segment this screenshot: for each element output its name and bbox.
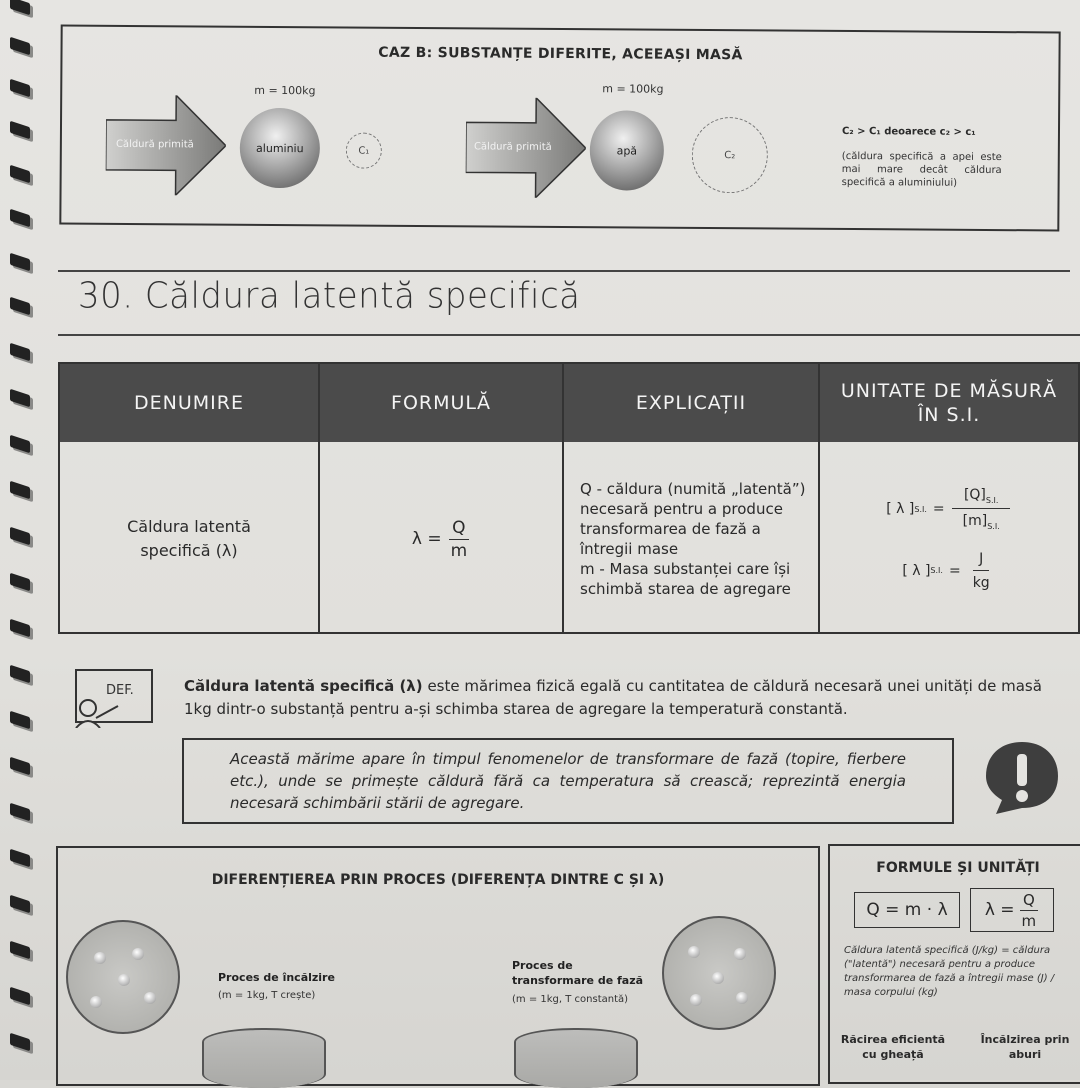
formula-box-1 [854,892,960,928]
unit1-sub: S.I. [914,504,927,514]
spiral-binding [0,0,40,1080]
header-name: DENUMIRE [60,364,318,442]
relation-explanation: (căldura specifică a apei este mai mare decât căldura specifică a aluminiului) [841,150,1002,189]
sphere-water [590,110,665,191]
explanation-line: Q - căldura (numită „latentă”) [580,480,806,498]
explanation-line: m - Masa substanței care își [580,560,791,578]
def-badge-text: DEF. [106,683,134,698]
unit1-fraction [951,487,1012,531]
note-text: Această mărime apare în timpul fenomenelor de transformare de fază (topire, fierbere etc.), unde se primește căldură fără ca temperatura să crească; reprezintă energia necesară schimbării stării de agregare. [230,750,906,812]
process-panel [56,846,820,1086]
explanation-line: transformarea de fază a [580,520,761,538]
name-line-2: specifică (λ) [140,541,238,560]
unit2-denominator: kg [972,574,990,591]
explanation-line: schimbă starea de agregare [580,580,791,598]
header-unit: UNITATE DE MĂSURĂ ÎN S.I. [820,364,1078,442]
unit1-den-text: [m] [962,513,988,529]
formula-2-lhs: λ = [984,900,1015,920]
unit1-denominator [951,509,1012,531]
heat-c1-label: C₁ [358,145,370,157]
definition-text [184,675,1044,721]
process-title: DIFERENȚIEREA PRIN PROCES (DIFERENȚA DINTRE C ȘI λ) [211,872,665,888]
phase-title-line-2: transformare de fază [512,974,644,987]
formula-box-2 [970,888,1054,932]
definition-body: este mărimea fizică egală cu cantitatea de căldură necesară unei unități de masă 1kg dintr-o substanță pentru a-și schimba starea de agregare la temperatură constantă. [184,677,1042,718]
beaker-left [202,1028,326,1088]
formula-1-text: Q = m · λ [866,900,948,920]
unit2-lhs: [ λ ] [902,562,931,579]
beaker-right [514,1028,638,1088]
definition-teacher-icon [72,668,156,728]
formula-fraction [448,518,471,561]
unit1-numerator [952,487,1010,509]
heading-bottom-rule [58,334,1080,336]
cell-unit [820,444,1078,634]
cell-name [60,444,318,634]
explanation-line: întregii mase [580,540,679,558]
unit1-num-text: [Q] [963,487,986,504]
formulas-title: FORMULE ȘI UNITĂȚI [876,860,1040,876]
exclamation-bubble-icon [982,738,1062,818]
unit2-sub: S.I. [930,566,943,576]
unit-formula-1 [886,487,1011,531]
unit1-num-sub: S.I. [985,496,999,505]
substance-label-aluminum: aluminiu [256,141,304,155]
formula-2-fraction [1019,891,1040,930]
phase-title-line-1: Proces de [512,959,573,972]
unit1-den-sub: S.I. [987,521,1000,531]
header-explanation: EXPLICAȚII [564,364,818,442]
heating-subtitle: (m = 1kg, T crește) [218,990,316,1001]
formula-lhs: λ = [411,529,442,549]
latent-heat-table [58,362,1080,634]
formula-denominator: m [450,540,468,561]
substance-label-water: apă [616,143,638,158]
formula-bottom-left: Răcirea eficientă cu gheață [840,1033,946,1061]
cell-formula [320,444,562,634]
heating-title: Proces de încălzire [218,971,335,984]
formulas-panel [828,844,1080,1084]
name-line-1: Căldura latentă [127,517,251,536]
mass-label-right: m = 100kg [602,82,664,96]
mass-label-left: m = 100kg [254,83,316,98]
section-title: 30. Căldura latentă specifică [78,275,581,317]
arrow-label-left: Căldură primită [115,138,194,151]
cell-explanation [564,444,818,634]
formulas-note: Căldura latentă specifică (J/kg) = căldura ("latentă") necesară pentru a produce transformarea de fază a întregii mase (J) / masa corpului (kg) [844,945,1055,998]
heat-c1-circle [346,133,382,169]
heat-c2-circle [692,117,769,194]
phase-subtitle: (m = 1kg, T constantă) [512,994,629,1005]
heading-top-rule [58,270,1070,272]
molecules-circle-left [66,920,180,1034]
formula-bottom-right: Încălzirea prin aburi [980,1033,1070,1061]
note-box [182,738,954,824]
unit-formula-2 [902,551,995,591]
phase-title [512,958,643,988]
formula-2-numerator: Q [1020,891,1038,911]
formula-numerator: Q [449,518,468,540]
relation-text: C₂ > C₁ deoarece c₂ > c₁ [841,125,976,138]
formula-2-denominator: m [1021,911,1037,930]
unit1-equals: = [932,501,945,517]
definition-term: Căldura latentă specifică (λ) [184,677,423,695]
heat-c2-label: C₂ [724,149,736,161]
unit1-lhs: [ λ ] [886,501,915,517]
case-b-box [59,25,1060,232]
header-formula: FORMULĂ [320,364,562,442]
arrow-label-right: Căldură primită [473,141,552,153]
unit2-equals: = [948,562,961,579]
unit2-numerator: J [973,551,989,571]
sphere-aluminum [240,108,321,189]
case-b-title: CAZ B: SUBSTANȚE DIFERITE, ACEEAȘI MASĂ [378,44,743,64]
explanation-line: necesară pentru a produce [580,500,783,518]
unit2-fraction [967,551,996,591]
molecules-circle-right [662,916,776,1030]
